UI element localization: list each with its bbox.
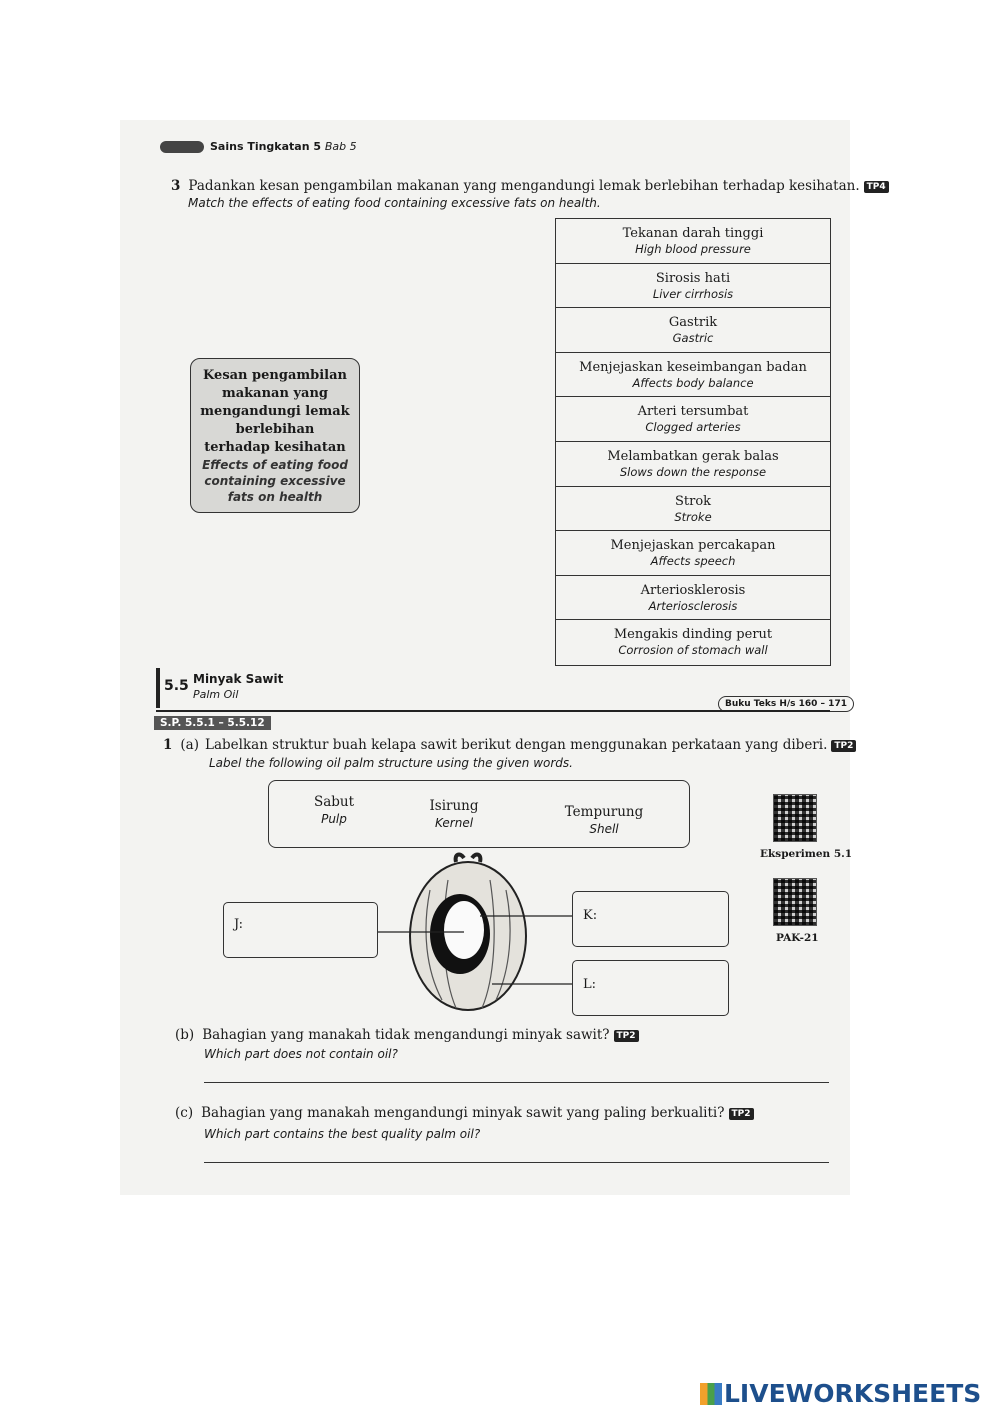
question-1c-text-en: Which part contains the best quality palm oil? xyxy=(204,1127,481,1141)
tp-badge: TP4 xyxy=(864,181,889,193)
question-1b-text-ms: (b) Bahagian yang manakah tidak mengandungi minyak sawit? TP2 xyxy=(175,1027,639,1043)
answer-box-j[interactable]: J: xyxy=(223,902,378,958)
qr-code-icon[interactable] xyxy=(773,794,817,842)
word-bank xyxy=(268,780,690,848)
tp-badge: TP2 xyxy=(614,1030,639,1042)
textbook-reference: Buku Teks H/s 160 – 171 xyxy=(718,696,854,712)
effect-item[interactable]: Melambatkan gerak balas Slows down the response xyxy=(556,442,830,487)
publisher-logo xyxy=(160,141,204,153)
effect-item[interactable]: Menjejaskan keseimbangan badan Affects body balance xyxy=(556,353,830,398)
effect-item[interactable]: Mengakis dinding perut Corrosion of stomach wall xyxy=(613,627,773,658)
word-bank-item: Tempurung Shell xyxy=(564,804,644,836)
section-title: Minyak Sawit xyxy=(193,672,284,686)
center-effect-box[interactable]: Kesan pengambilan makanan yang mengandungi lemak berlebihan terhadap kesihatan Effects of eating food containing excessive fats on health xyxy=(190,358,360,513)
effect-item[interactable]: Tekanan darah tinggi High blood pressure xyxy=(556,219,830,264)
palm-fruit-diagram xyxy=(360,850,590,1020)
section-divider xyxy=(156,710,830,712)
qr-label: PAK-21 xyxy=(776,932,819,944)
fruit-stalk xyxy=(456,855,481,862)
book-title: Sains Tingkatan 5 xyxy=(210,140,322,153)
word-bank-item: Isirung Kernel xyxy=(429,798,479,830)
qr-code-icon[interactable] xyxy=(773,878,817,926)
chapter-label: Bab 5 xyxy=(324,140,357,153)
effect-item[interactable]: Sirosis hati Liver cirrhosis xyxy=(556,264,830,309)
standard-tag: S.P. 5.5.1 – 5.5.12 xyxy=(154,716,271,730)
effect-item[interactable]: Arteri tersumbat Clogged arteries xyxy=(556,397,830,442)
question-3-text-en: Match the effects of eating food containing excessive fats on health. xyxy=(188,196,601,210)
effect-item[interactable]: Strok Stroke xyxy=(556,487,830,532)
answer-line-b[interactable] xyxy=(204,1082,829,1083)
effects-list xyxy=(555,218,831,666)
tp-badge: TP2 xyxy=(831,740,856,752)
fruit-kernel xyxy=(444,901,484,959)
section-number: 5.5 xyxy=(164,678,189,694)
answer-line-c[interactable] xyxy=(204,1162,829,1163)
page-header xyxy=(160,140,357,153)
liveworksheets-logo: LIVEWORKSHEETS xyxy=(700,1379,981,1408)
effect-item[interactable]: Gastrik Gastric xyxy=(556,308,830,353)
effect-item[interactable]: Menjejaskan percakapan Affects speech xyxy=(556,531,830,576)
effect-item[interactable]: Arteriosklerosis Arteriosclerosis xyxy=(556,576,830,621)
word-bank-item: Sabut Pulp xyxy=(313,794,355,826)
question-1b-text-en: Which part does not contain oil? xyxy=(204,1047,398,1061)
answer-box-k[interactable]: K: xyxy=(572,891,729,947)
section-subtitle: Palm Oil xyxy=(193,688,239,701)
answer-box-l[interactable]: L: xyxy=(572,960,729,1016)
tp-badge: TP2 xyxy=(729,1108,754,1120)
qr-label: Eksperimen 5.1 xyxy=(760,848,853,860)
brand-icon xyxy=(700,1383,722,1405)
section-bar xyxy=(156,668,160,708)
question-1c-text-ms: (c) Bahagian yang manakah mengandungi minyak sawit yang paling berkualiti? TP2 xyxy=(175,1105,754,1121)
question-1a-text-ms: 1 (a) Labelkan struktur buah kelapa sawit berikut dengan menggunakan perkataan yang diberi. TP2 xyxy=(163,737,856,753)
question-1a-text-en: Label the following oil palm structure using the given words. xyxy=(209,756,573,770)
question-3-text-ms: 3 Padankan kesan pengambilan makanan yang mengandungi lemak berlebihan terhadap kesihatan. TP4 xyxy=(171,178,889,194)
